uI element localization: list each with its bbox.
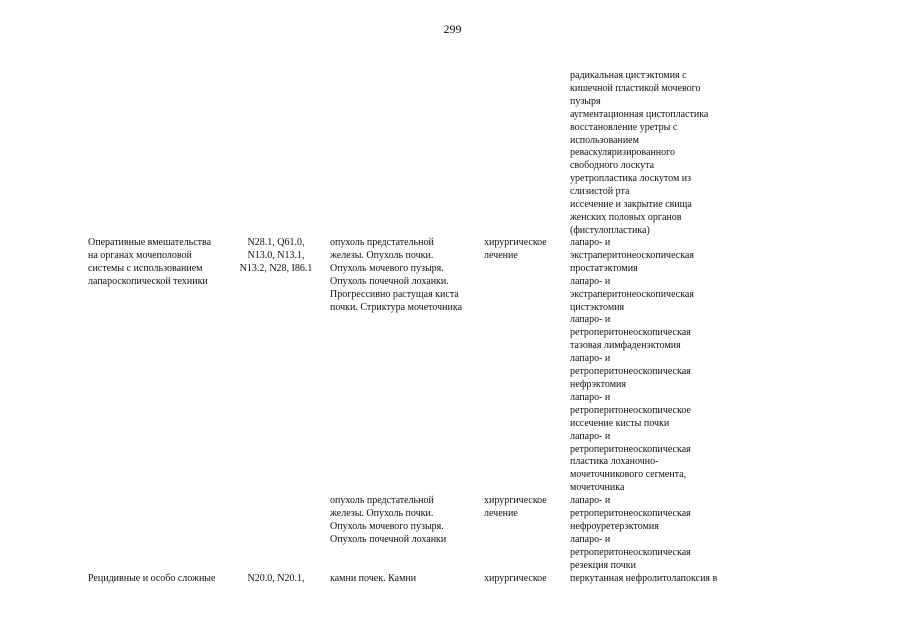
method-line: лапаро- и	[570, 353, 611, 365]
method-line: реваскуляризированного	[570, 147, 676, 159]
method-line: ретроперитонеоскопическая	[570, 443, 691, 455]
method-line: резекция почки	[570, 559, 636, 571]
page-number: 299	[443, 22, 462, 36]
method-line: простатэктомия	[570, 262, 638, 274]
type-line: хирургическое	[484, 573, 547, 584]
type-line: лечение	[484, 507, 518, 519]
name-line: на органах мочеполовой	[88, 249, 192, 261]
method-line: женских половых органов	[570, 211, 682, 223]
type-line: лечение	[484, 249, 518, 261]
previous-row-methods	[570, 70, 708, 238]
model-line: Прогрессивно растущая киста	[330, 288, 459, 300]
row1a-treatment-type	[484, 237, 547, 263]
method-line: пузыря	[570, 95, 601, 107]
method-line: лапаро- и	[570, 495, 611, 506]
model-line: Опухоль почечной лоханки	[330, 533, 447, 545]
method-line: ретроперитонеоскопическое	[570, 404, 691, 416]
method-line: аугментационная цистопластика	[570, 108, 709, 120]
method-line: мочеточникового сегмента,	[570, 469, 687, 481]
row1b-treatment-methods	[570, 495, 691, 572]
model-line: почки. Стриктура мочеточника	[330, 301, 463, 313]
model-line: железы. Опухоль почки.	[330, 249, 434, 261]
method-line: ретроперитонеоскопическая	[570, 546, 691, 558]
name-line: Рецидивные и особо сложные	[88, 573, 216, 584]
row1a-patient-model	[330, 237, 462, 314]
method-line: иссечение и закрытие свища	[570, 199, 692, 211]
code-line: N28.1, Q61.0,	[247, 237, 305, 248]
row2-intervention-name	[88, 573, 215, 586]
method-line: тазовая лимфаденэктомия	[570, 340, 681, 352]
method-line: ретроперитонеоскопическая	[570, 327, 691, 339]
method-line: свободного лоскута	[570, 160, 655, 172]
model-line: опухоль предстательной	[330, 495, 434, 506]
method-line: лапаро- и	[570, 314, 611, 326]
code-line: N20.0, N20.1,	[247, 573, 305, 584]
method-line: нефроуретерэктомия	[570, 520, 659, 532]
method-line: кишечной пластикой мочевого	[570, 82, 701, 94]
method-line: лапаро- и	[570, 391, 611, 403]
method-line: слизистой рта	[570, 186, 630, 198]
type-line: хирургическое	[484, 495, 547, 506]
row1-intervention-name	[88, 237, 211, 289]
method-line: радикальная цистэктомия с	[570, 70, 687, 81]
method-line: экстраперитонеоскопическая	[570, 249, 694, 261]
row2-patient-model	[330, 573, 416, 586]
row1b-treatment-type	[484, 495, 547, 521]
row1a-treatment-methods	[570, 237, 694, 495]
method-line: лапаро- и	[570, 533, 611, 545]
method-line: ретроперитонеоскопическая	[570, 366, 691, 378]
name-line: системы с использованием	[88, 262, 203, 274]
row2-icd-codes	[233, 573, 319, 586]
row2-treatment-type	[484, 573, 547, 586]
row1-icd-codes	[233, 237, 319, 276]
method-line: использованием	[570, 134, 639, 146]
method-line: ретроперитонеоскопическая	[570, 507, 691, 519]
code-line: N13.0, N13.1,	[247, 249, 305, 261]
method-line: иссечение кисты почки	[570, 417, 670, 429]
method-line: лапаро- и	[570, 275, 611, 287]
row1b-patient-model	[330, 495, 446, 547]
method-line: лапаро- и	[570, 237, 611, 248]
method-line: восстановление уретры с	[570, 121, 678, 133]
row2-treatment-methods	[570, 573, 717, 586]
model-line: Опухоль почечной лоханки.	[330, 275, 449, 287]
type-line: хирургическое	[484, 237, 547, 248]
method-line: экстраперитонеоскопическая	[570, 288, 694, 300]
name-line: лапароскопической техники	[88, 275, 208, 287]
method-line: лапаро- и	[570, 430, 611, 442]
model-line: Опухоль мочевого пузыря.	[330, 520, 444, 532]
method-line: перкутанная нефролитолапоксия в	[570, 573, 718, 584]
method-line: (фистулопластика)	[570, 224, 650, 236]
method-line: цистэктомия	[570, 301, 625, 313]
model-line: опухоль предстательной	[330, 237, 434, 248]
model-line: камни почек. Камни	[330, 573, 417, 584]
model-line: Опухоль мочевого пузыря.	[330, 262, 444, 274]
method-line: пластика лоханочно-	[570, 456, 659, 468]
method-line: мочеточника	[570, 482, 625, 494]
model-line: железы. Опухоль почки.	[330, 507, 434, 519]
name-line: Оперативные вмешательства	[88, 237, 212, 248]
method-line: нефрэктомия	[570, 378, 626, 390]
method-line: уретропластика лоскутом из	[570, 173, 692, 185]
code-line: N13.2, N28, I86.1	[239, 262, 313, 274]
